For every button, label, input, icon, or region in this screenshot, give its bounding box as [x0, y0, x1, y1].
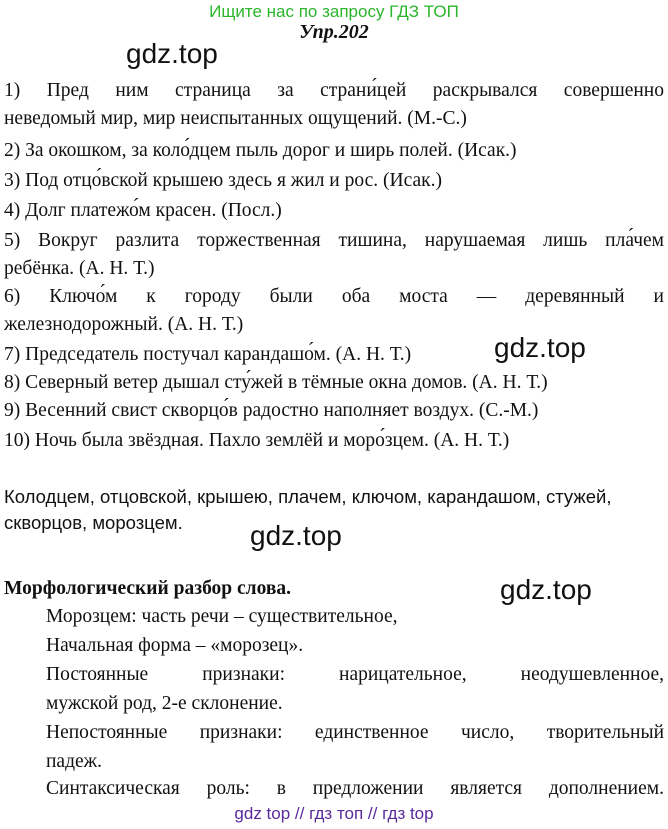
sentence-line: 3) Под отцо́вской крышею здесь я жил и рос. (Исак.): [4, 170, 442, 191]
sentence-line: 10) Ночь была звёздная. Пахло землёй и моро́зцем. (А. Н. Т.): [4, 430, 510, 451]
watermark: gdz.top: [494, 332, 586, 363]
exercise-title: Упр.202: [299, 21, 369, 43]
summary-line: скворцов, морозцем.: [4, 512, 183, 533]
sentence-line: ребёнка. (А. Н. Т.): [4, 258, 155, 279]
sentence-line: железнодорожный. (А. Н. Т.): [4, 314, 244, 335]
summary-line: Колодцем, отцовской, крышею, плачем, ключом, карандашом, стужей,: [4, 486, 612, 507]
morph-line: Постоянные признаки: нарицательное, неодушевленное,: [46, 664, 664, 685]
morph-line: Начальная форма – «морозец».: [46, 635, 304, 656]
watermark: gdz.top: [126, 38, 218, 69]
watermark: gdz.top: [500, 574, 592, 605]
sentence-line: 5) Вокруг разлита торжественная тишина, нарушаемая лишь пла́чем: [4, 230, 664, 251]
sentence-line: 1) Пред ним страница за страни́цей раскрывался совершенно: [4, 80, 664, 101]
morph-line: падеж.: [46, 751, 103, 772]
search-banner: Ищите нас по запросу ГДЗ ТОП: [209, 2, 459, 21]
morph-line: Морозцем: часть речи – существительное,: [46, 606, 398, 627]
morph-heading: Морфологический разбор слова.: [4, 578, 292, 599]
morph-line: Синтаксическая роль: в предложении является дополнением.: [46, 778, 664, 799]
sentence-line: 8) Северный ветер дышал сту́жей в тёмные окна домов. (А. Н. Т.): [4, 372, 548, 393]
sentence-line: 6) Ключо́м к городу были оба моста — деревянный и: [4, 286, 664, 307]
watermark: gdz.top: [250, 520, 342, 551]
sentence-line: неведомый мир, мир неиспытанных ощущений. (М.-С.): [4, 108, 467, 129]
sentence-line: 2) За окошком, за коло́дцем пыль дорог и ширь полей. (Исак.): [4, 140, 517, 161]
sentence-line: 4) Долг платежо́м красен. (Посл.): [4, 200, 282, 221]
sentence-line: 9) Весенний свист скворцо́в радостно наполняет воздух. (С.-М.): [4, 400, 539, 421]
sentence-line: 7) Председатель постучал карандашо́м. (А. Н. Т.): [4, 344, 412, 365]
footer-watermark: gdz top // гдз топ // гдз top: [234, 804, 434, 823]
morph-line: мужской род, 2-е склонение.: [46, 693, 283, 714]
morph-line: Непостоянные признаки: единственное число, творительный: [46, 722, 664, 743]
